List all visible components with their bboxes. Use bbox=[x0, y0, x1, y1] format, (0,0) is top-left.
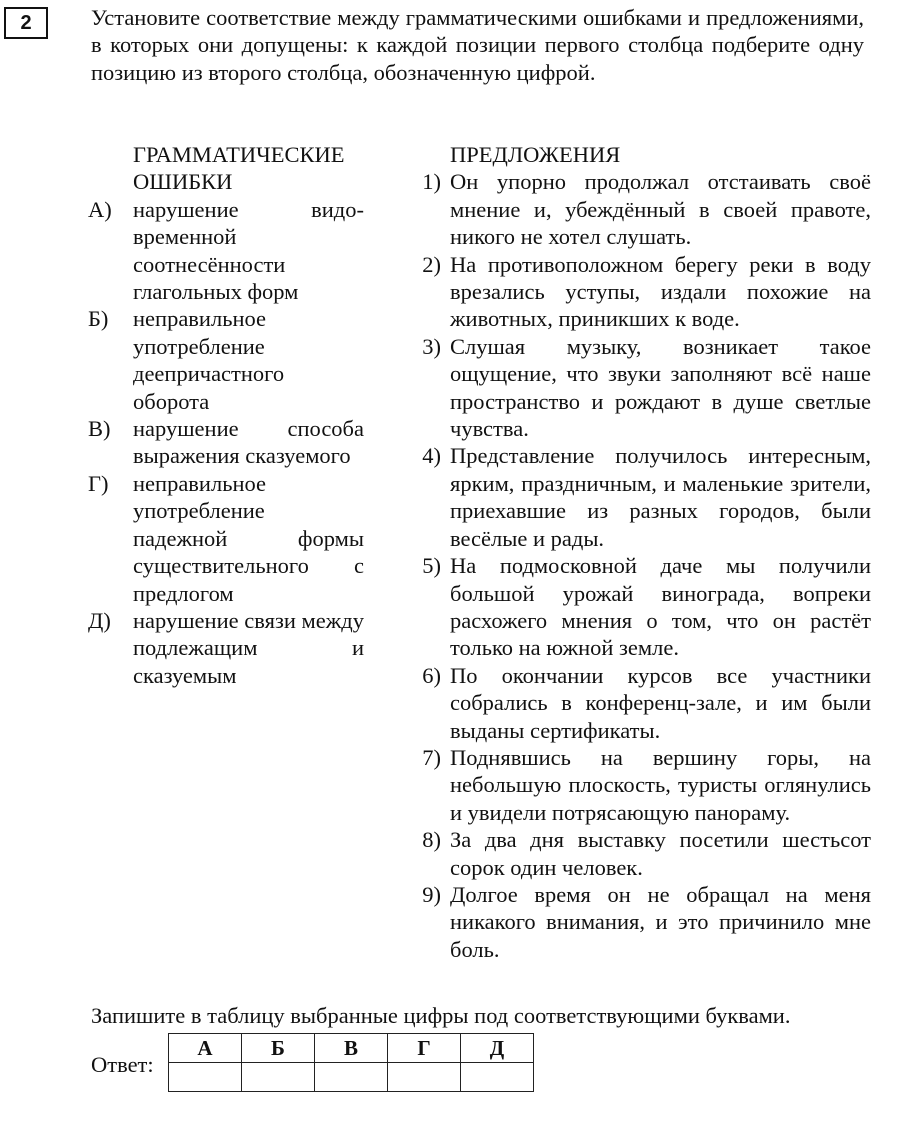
answer-cell-b[interactable] bbox=[242, 1063, 315, 1092]
sentence-number: 8) bbox=[422, 827, 441, 853]
answer-input-row bbox=[169, 1063, 534, 1092]
answer-label: Ответ: bbox=[91, 1052, 154, 1077]
sentence-text: Слушая музыку, возникает такое ощущение, что звуки заполняют всё наше пространство и рождают в душе светлые чувства. bbox=[450, 333, 871, 442]
sentences-column bbox=[405, 141, 871, 963]
sentence-text: Он упорно продолжал отстаивать своё мнение и, убеждённый в своей правоте, никого не хотел слушать. bbox=[450, 169, 871, 250]
error-letter: Б) bbox=[88, 306, 109, 332]
sentence-number: 4) bbox=[422, 443, 441, 469]
error-letter: Д) bbox=[88, 607, 111, 633]
sentences-header: ПРЕДЛОЖЕНИЯ bbox=[450, 142, 621, 167]
errors-header-line: ОШИБКИ bbox=[133, 169, 233, 195]
sentence-item-7 bbox=[405, 744, 871, 826]
sentence-item-4 bbox=[405, 442, 871, 552]
error-text: нарушение видо-временной соотнесённости глагольных форм bbox=[133, 196, 364, 305]
sentence-number: 3) bbox=[422, 333, 441, 359]
error-text: неправильное употребление деепричастного оборота bbox=[133, 306, 285, 414]
answer-cell-d[interactable] bbox=[461, 1063, 534, 1092]
sentence-item-1 bbox=[405, 168, 871, 250]
sentence-number: 5) bbox=[422, 553, 441, 579]
sentence-item-9 bbox=[405, 881, 871, 963]
answer-column-header: Б bbox=[242, 1034, 315, 1063]
answer-column-header: Д bbox=[461, 1034, 534, 1063]
sentence-item-5 bbox=[405, 552, 871, 662]
error-text: нарушение связи между подлежащим и сказуемым bbox=[133, 607, 364, 688]
error-letter: В) bbox=[88, 416, 111, 442]
error-letter: А) bbox=[88, 196, 112, 222]
sentence-number: 2) bbox=[422, 251, 441, 277]
answer-cell-a[interactable] bbox=[169, 1063, 242, 1092]
errors-header-line: ГРАММАТИЧЕСКИЕ bbox=[133, 142, 345, 167]
task-number: 2 bbox=[20, 12, 32, 34]
error-item-g bbox=[88, 470, 364, 607]
sentence-text: На противоположном берегу реки в воду врезались уступы, издали похожие на животных, приникших к воде. bbox=[450, 251, 871, 332]
sentence-text: Долгое время он не обращал на меня никакого внимания, и это причинило мне боль. bbox=[450, 881, 871, 962]
error-text: неправильное употребление падежной формы существительного с предлогом bbox=[133, 470, 364, 606]
sentence-number: 6) bbox=[422, 662, 441, 688]
sentence-item-6 bbox=[405, 662, 871, 744]
answer-column-header: Г bbox=[388, 1034, 461, 1063]
sentence-number: 9) bbox=[422, 881, 441, 907]
answer-column-header: В bbox=[315, 1034, 388, 1063]
sentence-text: Представление получилось интересным, ярким, праздничным, и маленькие зрители, приехавшие из разных городов, были весёлые и рады. bbox=[450, 443, 871, 551]
error-item-b bbox=[88, 305, 364, 415]
sentence-number: 7) bbox=[422, 744, 441, 770]
sentence-text: За два дня выставку посетили шестьсот сорок один человек. bbox=[450, 827, 871, 880]
sentence-item-2 bbox=[405, 251, 871, 333]
sentence-text: На подмосковной даче мы получили большой урожай винограда, вопреки расхожего мнения о том, что он растёт только на южной земле. bbox=[450, 553, 871, 661]
answer-header-row bbox=[169, 1034, 534, 1063]
error-item-d bbox=[88, 607, 364, 689]
task-number-box bbox=[4, 7, 48, 39]
answer-cell-v[interactable] bbox=[315, 1063, 388, 1092]
errors-column bbox=[88, 141, 364, 689]
error-item-v bbox=[88, 415, 364, 470]
answer-column-header: А bbox=[169, 1034, 242, 1063]
sentence-item-3 bbox=[405, 333, 871, 443]
answer-table bbox=[168, 1033, 534, 1092]
errors-header bbox=[88, 141, 364, 196]
sentence-number: 1) bbox=[422, 169, 441, 195]
error-item-a bbox=[88, 196, 364, 306]
error-text: нарушение способа выражения сказуемого bbox=[133, 416, 364, 469]
answer-cell-g[interactable] bbox=[388, 1063, 461, 1092]
sentence-item-8 bbox=[405, 826, 871, 881]
error-letter: Г) bbox=[88, 470, 109, 496]
sentence-text: Поднявшись на вершину горы, на небольшую плоскость, туристы оглянулись и увидели потрясающую панораму. bbox=[450, 744, 871, 825]
answer-instruction: Запишите в таблицу выбранные цифры под соответствующими буквами. bbox=[91, 1003, 791, 1028]
sentence-text: По окончании курсов все участники собрались в конференц-зале, и им были выданы сертификаты. bbox=[450, 662, 871, 743]
task-instruction: Установите соответствие между грамматическими ошибками и предложениями, в которых они допущены: к каждой позиции первого столбца подберите одну позицию из второго столбца, обозначенную цифрой. bbox=[91, 5, 864, 85]
